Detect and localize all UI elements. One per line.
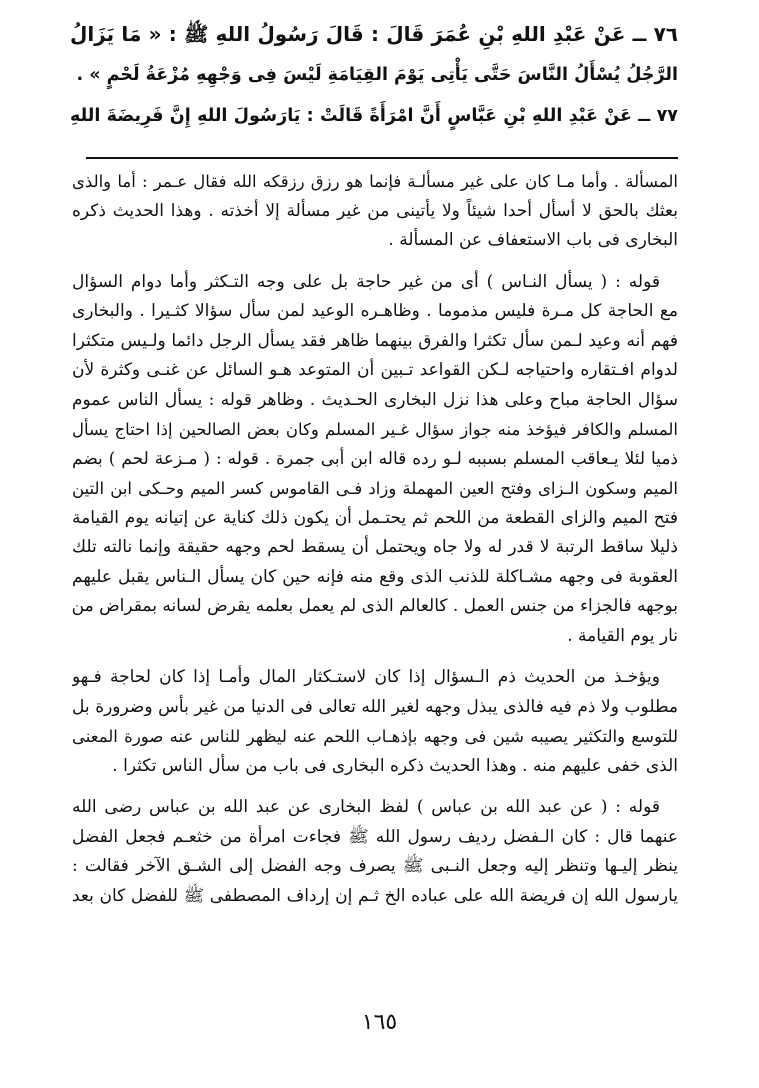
text-line: للتوسع والتكثير يصيبه شين فى وجهه بإذهـاب اللحم عنه ليظهر للناس عنه صورة المعنى [72,727,678,746]
text-line: فتح الميم والزاى القطعة من اللحم ثم يحتـمل أن يكون ذلك كناية عن إتيانه يوم القيامة [72,507,678,528]
text-line: البخارى فى باب الاستعفاف عن المسألة . [388,230,678,250]
commentary-paragraph [72,663,678,781]
commentary-text [72,167,678,923]
text-line: مطلوب ولا ذم فيه فالذى يبذل وجهه لغير الله تعالى فى الدنيا من غير بأس وضرورة بل [72,696,678,717]
text-line: ذليلا ساقط الرتبة لا قدر له ولا جاه ويحتمل أن يسقط لحم وجهه حقيقة وإنما نالته تلك [72,537,678,557]
commentary-paragraph [72,793,678,911]
separator-rule [86,157,678,159]
text-line: بعثك بالحق لا أسأل أحدا شيئاً ولا يأتينى من غير مسألة إلا أخذته . وهذا الحديث ذكره [72,200,678,221]
text-line: الذى خفى عليهم منه . وهذا الحديث ذكره البخارى فى باب من سأل الناس تكثرا . [112,755,678,776]
hadith-77-line-1: ٧٧ ــ عَنْ عَبْدِ اللهِ بْنِ عَبَّاسٍ أَنَّ امْرَأَةً قَالَتْ : يَارَسُولَ اللهِ إِنَّ فَرِيضَةَ اللهِ [70,106,678,126]
text-line: نار يوم القيامة . [567,625,678,646]
hadith-76-line-1: ٧٦ ــ عَنْ عَبْدِ اللهِ بْنِ عُمَرَ قَالَ : قَالَ رَسُولُ اللهِ ﷺ : « مَا يَزَالُ [70,22,678,46]
text-line: بوجهه فالجزاء من جنس العمل . كالعالم الذى لم يعمل بعلمه يقرض لسانه بمقراض من [72,596,678,616]
hadith-76-line-2: الرَّجُلُ يُسْأَلُ النَّاسَ حَتَّى يَأْتِى يَوْمَ القِيَامَةِ لَيْسَ فِى وَجْهِهِ مُزْعَةُ لَحْمٍ » . [76,65,678,85]
text-line: الميم وسكون الـزاى وفتح العين المهملة وزاد فـى القاموس كسر الميم وحـكى ابن التين [72,479,678,498]
text-line: عنهما قال : كان الـفضل رديف رسول الله ﷺ فجاءت امرأة من خثعـم فجعل الفضل [72,826,678,847]
commentary-paragraph [72,167,678,256]
page-number: ١٦٥ [361,1010,398,1035]
text-line: ويؤخـذ من الحديث ذم الـسؤال إذا كان لاستـكثار المال وأمـا إذا كان لحاجة فـهو [72,667,660,687]
text-line: مع الحاجة كل مـرة فليس مذموما . وظاهـره الوعيد لمن سأل سؤالا كثـيرا . والبخارى [72,301,678,321]
commentary-paragraph [72,268,678,652]
hadith-text [70,14,678,137]
text-line: المسألة . وأما مـا كان على غير مسألـة فإنما هو رزق رزقكه الله فقال عـمر : أما والذى [72,172,678,191]
text-line: المسلم والكافر فيؤخذ منه جواز سؤال غـير المسلم وكان بعض الصالحين إذا احتاج يسأل [72,420,678,439]
text-line: العقوبة فى وجهه مشـاكلة للذنب الذى وقع منه فإنه حين كان يسأل الـناس يقبل عليهم [72,566,678,587]
text-line: ذميا لئلا يـعاقب المسلم بسببه لـو رده قاله ابن أبى جمرة . قوله : ( مـزعة لحم ) بضم [72,448,678,469]
text-line: قوله : ( يسأل النـاس ) أى من غير حاجة بل على وجه التـكثر وأما دوام السؤال [72,271,660,292]
text-line: لدوام افـتقاره واحتياجه لـكن القواعد تـبين أن المتوعد هـو السائل عن غنـى وكثرة لأن [72,360,678,380]
text-line: قوله : ( عن عبد الله بن عباس ) لفظ البخارى عن عبد الله بن عباس رضى الله [72,797,660,817]
text-line: ينظر إليـها وتنظر إليه وجعل النـبى ﷺ يصرف وجه الفضل إلى الشـق الآخر فقالت : [72,856,678,876]
text-line: فهم أنه وعيد لـمن سأل تكثرا والفرق بينهما ظاهر فقد يسأل الرجل دائما ولـيس متكثرا [72,330,678,351]
text-line: سؤال الحاجة مباح وعلى هذا نزل البخارى الحـديث . وظاهر قوله : يسأل الناس عموم [72,389,678,410]
text-line: يارسول الله إن فريضة الله على عباده الخ ثـم إن إرداف المصطفى ﷺ للفضل كان بعد [72,885,678,906]
